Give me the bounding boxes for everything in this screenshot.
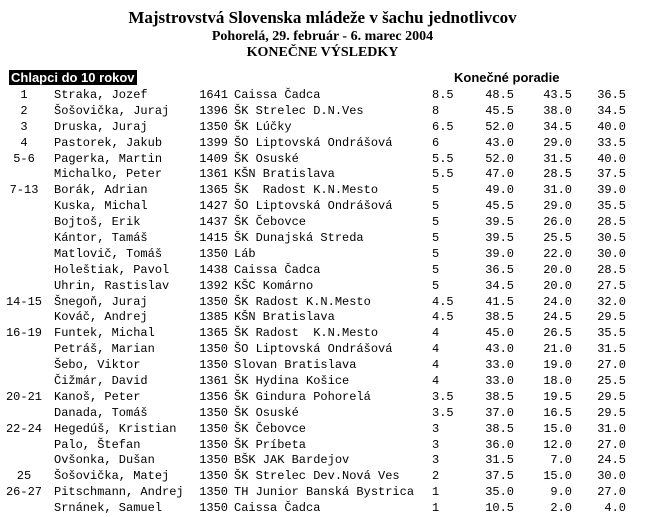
table-row [0,453,645,469]
club-name: ŠK Gindura Pohorelá [234,389,371,404]
tiebreak-1-cell: 39.5 [485,215,514,230]
player-name: Danada, Tomáš [54,405,148,420]
points-cell: 3 [432,453,440,468]
player-name: Kanoš, Peter [54,389,141,404]
table-row [0,358,645,374]
tiebreak-3-cell: 24.5 [597,453,626,468]
player-name: Bojtoš, Erik [54,215,141,230]
table-row [0,390,645,406]
club-name: ŠK Strelec Dev.Nová Ves [234,469,400,484]
player-name: Pastorek, Jakub [54,135,163,150]
table-row [0,501,645,517]
tiebreak-2-cell: 29.0 [543,199,572,214]
club-name: ŠK Radost K.N.Mesto [234,183,379,198]
points-cell: 4 [432,342,440,357]
table-row [0,136,645,152]
table-row [0,231,645,247]
tiebreak-1-cell: 35.0 [485,485,514,500]
rating-cell: 1350 [199,405,228,420]
results-heading: KONEČNE VÝSLEDKY [246,45,399,60]
tiebreak-3-cell: 37.5 [597,167,626,182]
tiebreak-1-cell: 38.5 [485,310,514,325]
points-cell: 5.5 [432,167,454,182]
tiebreak-3-cell: 31.5 [597,342,626,357]
club-name: ŠO Liptovská Ondrášová [234,135,393,150]
tiebreak-3-cell: 39.0 [597,183,626,198]
tiebreak-3-cell: 4.0 [604,501,626,516]
tiebreak-1-cell: 52.0 [485,151,514,166]
points-cell: 2 [432,469,440,484]
club-name: Caissa Čadca [234,262,321,277]
tiebreak-2-cell: 15.0 [543,469,572,484]
tiebreak-3-cell: 33.5 [597,135,626,150]
tiebreak-2-cell: 34.5 [543,119,572,134]
points-cell: 5 [432,199,440,214]
points-cell: 5 [432,183,440,198]
rating-cell: 1361 [199,167,228,182]
player-name: Šošovička, Matej [54,469,170,484]
table-row [0,342,645,358]
player-name: Funtek, Michal [54,326,155,341]
tiebreak-1-cell: 47.0 [485,167,514,182]
club-name: Caissa Čadca [234,88,321,102]
club-name: ŠK Radost K.N.Mesto [234,294,371,309]
rating-cell: 1350 [199,501,228,516]
points-cell: 4 [432,358,440,373]
tiebreak-2-cell: 12.0 [543,437,572,452]
player-name: Kántor, Tamáš [54,231,148,246]
rank-cell: 22-24 [5,421,42,436]
table-row [0,215,645,231]
tiebreak-2-cell: 20.0 [543,278,572,293]
points-cell: 5.5 [432,151,454,166]
rating-cell: 1350 [199,119,228,134]
rank-cell: 26-27 [5,485,42,500]
player-name: Kováč, Andrej [54,310,148,325]
table-row [0,469,645,485]
tiebreak-3-cell: 30.0 [597,246,626,261]
rank-cell: 20-21 [5,389,42,404]
tiebreak-1-cell: 38.5 [485,389,514,404]
rating-cell: 1350 [199,453,228,468]
rank-cell: 5-6 [13,151,35,166]
points-cell: 5 [432,262,440,277]
rating-cell: 1365 [199,326,228,341]
tiebreak-2-cell: 24.0 [543,294,572,309]
tiebreak-1-cell: 45.5 [485,199,514,214]
tiebreak-3-cell: 30.0 [597,469,626,484]
club-name: ŠK Čebovce [234,215,307,230]
club-name: ŠK Čebovce [234,421,307,436]
tiebreak-3-cell: 27.0 [597,358,626,373]
player-name: Ovšonka, Dušan [54,453,155,468]
standings-label: Konečné poradie [454,70,560,85]
points-cell: 3.5 [432,405,454,420]
tiebreak-1-cell: 33.0 [485,358,514,373]
points-cell: 4 [432,326,440,341]
tiebreak-3-cell: 30.5 [597,231,626,246]
club-name: Láb [234,246,256,261]
points-cell: 8.5 [432,88,454,102]
club-name: ŠK Osuské [234,151,299,166]
tiebreak-3-cell: 25.5 [597,374,626,389]
rating-cell: 1399 [199,135,228,150]
club-name: ŠK Lúčky [234,119,292,134]
table-row [0,326,645,342]
club-name: KŠN Bratislava [234,310,335,325]
club-name: Slovan Bratislava [234,358,357,373]
club-name: BŠK JAK Bardejov [234,453,350,468]
points-cell: 6.5 [432,119,454,134]
table-row [0,485,645,501]
club-name: ŠK Príbeta [234,437,307,452]
rank-cell: 4 [20,135,28,150]
page-title: Majstrovstvá Slovenska mládeže v šachu jednotlivcov [128,8,517,27]
points-cell: 6 [432,135,440,150]
tiebreak-3-cell: 35.5 [597,199,626,214]
table-row [0,295,645,311]
tiebreak-3-cell: 28.5 [597,215,626,230]
club-name: ŠK Hydina Košice [234,374,350,389]
tiebreak-2-cell: 22.0 [543,246,572,261]
tiebreak-2-cell: 7.0 [550,453,572,468]
player-name: Borák, Adrian [54,183,148,198]
tiebreak-3-cell: 29.5 [597,389,626,404]
points-cell: 1 [432,485,440,500]
points-cell: 3.5 [432,389,454,404]
rank-cell: 3 [20,119,28,134]
points-cell: 5 [432,246,440,261]
club-name: TH Junior Banská Bystrica [234,485,415,500]
rating-cell: 1437 [199,215,228,230]
tiebreak-2-cell: 31.5 [543,151,572,166]
player-name: Druska, Juraj [54,119,148,134]
tiebreak-3-cell: 29.5 [597,310,626,325]
rank-cell: 7-13 [9,183,39,198]
rating-cell: 1641 [199,88,228,102]
rating-cell: 1396 [199,103,228,118]
points-cell: 3 [432,437,440,452]
tiebreak-2-cell: 9.0 [550,485,572,500]
tiebreak-2-cell: 20.0 [543,262,572,277]
tiebreak-2-cell: 21.0 [543,342,572,357]
tiebreak-3-cell: 27.0 [597,437,626,452]
player-name: Šebo, Viktor [54,358,141,373]
tiebreak-1-cell: 10.5 [485,501,514,516]
rating-cell: 1350 [199,294,228,309]
tiebreak-3-cell: 35.5 [597,326,626,341]
club-name: ŠO Liptovská Ondrášová [234,199,393,214]
player-name: Hegedúš, Kristian [54,421,177,436]
points-cell: 4.5 [432,310,454,325]
tiebreak-1-cell: 36.0 [485,437,514,452]
tiebreak-1-cell: 39.0 [485,246,514,261]
tiebreak-1-cell: 43.0 [485,135,514,150]
player-name: Šošovička, Juraj [54,103,170,118]
tiebreak-2-cell: 43.5 [543,88,572,102]
tiebreak-2-cell: 19.0 [543,358,572,373]
player-name: Uhrin, Rastislav [54,278,170,293]
table-row [0,152,645,168]
player-name: Petráš, Marian [54,342,155,357]
table-row [0,279,645,295]
points-cell: 8 [432,103,440,118]
tiebreak-1-cell: 45.5 [485,103,514,118]
player-name: Pitschmann, Andrej [54,485,184,500]
tiebreak-1-cell: 39.5 [485,231,514,246]
tiebreak-3-cell: 40.0 [597,151,626,166]
rating-cell: 1409 [199,151,228,166]
player-name: Šnegoň, Juraj [54,294,148,309]
section-label: Chlapci do 10 rokov [11,70,135,85]
points-cell: 3 [432,421,440,436]
rating-cell: 1438 [199,262,228,277]
results-table [0,88,645,517]
tiebreak-2-cell: 18.0 [543,374,572,389]
player-name: Čižmár, David [54,374,148,389]
tiebreak-3-cell: 27.0 [597,485,626,500]
points-cell: 1 [432,501,440,516]
tiebreak-2-cell: 2.0 [550,501,572,516]
points-cell: 5 [432,278,440,293]
table-row [0,247,645,263]
rating-cell: 1415 [199,231,228,246]
table-row [0,406,645,422]
tiebreak-2-cell: 24.5 [543,310,572,325]
rating-cell: 1427 [199,199,228,214]
table-row [0,88,645,104]
tiebreak-2-cell: 25.5 [543,231,572,246]
tiebreak-1-cell: 31.5 [485,453,514,468]
club-name: ŠK Radost K.N.Mesto [234,326,379,341]
rank-cell: 14-15 [5,294,42,309]
table-row [0,104,645,120]
table-row [0,310,645,326]
table-row [0,374,645,390]
table-row [0,422,645,438]
table-row [0,199,645,215]
tiebreak-3-cell: 32.0 [597,294,626,309]
tiebreak-1-cell: 37.5 [485,469,514,484]
club-name: ŠO Liptovská Ondrášová [234,342,393,357]
player-name: Holeštiak, Pavol [54,262,170,277]
table-row [0,120,645,136]
rank-cell: 16-19 [5,326,42,341]
club-name: KŠC Komárno [234,278,314,293]
club-name: ŠK Strelec D.N.Ves [234,103,364,118]
club-name: KŠN Bratislava [234,167,335,182]
rating-cell: 1385 [199,310,228,325]
player-name: Straka, Jozef [54,88,148,102]
tiebreak-3-cell: 34.5 [597,103,626,118]
player-name: Palo, Štefan [54,437,141,452]
tiebreak-1-cell: 48.5 [485,88,514,102]
club-name: ŠK Osuské [234,405,299,420]
rank-cell: 25 [16,469,32,484]
rating-cell: 1350 [199,342,228,357]
tiebreak-1-cell: 34.5 [485,278,514,293]
rating-cell: 1392 [199,278,228,293]
tiebreak-3-cell: 36.5 [597,88,626,102]
rating-cell: 1350 [199,485,228,500]
rating-cell: 1361 [199,374,228,389]
player-name: Kuska, Michal [54,199,148,214]
tiebreak-2-cell: 26.5 [543,326,572,341]
rating-cell: 1350 [199,437,228,452]
tiebreak-1-cell: 49.0 [485,183,514,198]
tiebreak-2-cell: 38.0 [543,103,572,118]
tiebreak-1-cell: 38.5 [485,421,514,436]
player-name: Michalko, Peter [54,167,163,182]
tiebreak-2-cell: 26.0 [543,215,572,230]
rank-cell: 2 [20,103,28,118]
tiebreak-1-cell: 52.0 [485,119,514,134]
table-row [0,263,645,279]
rating-cell: 1350 [199,469,228,484]
table-row [0,183,645,199]
rating-cell: 1350 [199,421,228,436]
table-row [0,438,645,454]
points-cell: 5 [432,215,440,230]
tiebreak-2-cell: 15.0 [543,421,572,436]
rating-cell: 1350 [199,246,228,261]
tiebreak-2-cell: 19.5 [543,389,572,404]
tiebreak-3-cell: 27.5 [597,278,626,293]
tiebreak-1-cell: 41.5 [485,294,514,309]
rank-cell: 1 [20,88,28,102]
points-cell: 4.5 [432,294,454,309]
player-name: Matlovič, Tomáš [54,246,163,261]
tiebreak-2-cell: 29.0 [543,135,572,150]
rating-cell: 1356 [199,389,228,404]
tiebreak-2-cell: 28.5 [543,167,572,182]
event-subtitle: Pohorelá, 29. február - 6. marec 2004 [211,29,434,44]
tiebreak-1-cell: 37.0 [485,405,514,420]
points-cell: 4 [432,374,440,389]
points-cell: 5 [432,231,440,246]
club-name: ŠK Dunajská Streda [234,231,364,246]
tiebreak-2-cell: 31.0 [543,183,572,198]
tiebreak-3-cell: 28.5 [597,262,626,277]
player-name: Pagerka, Martin [54,151,163,166]
club-name: Caissa Čadca [234,501,321,516]
tiebreak-1-cell: 45.0 [485,326,514,341]
tiebreak-1-cell: 36.5 [485,262,514,277]
rating-cell: 1365 [199,183,228,198]
tiebreak-1-cell: 33.0 [485,374,514,389]
player-name: Srnánek, Samuel [54,501,163,516]
tiebreak-3-cell: 29.5 [597,405,626,420]
tiebreak-2-cell: 16.5 [543,405,572,420]
tiebreak-1-cell: 43.0 [485,342,514,357]
tiebreak-3-cell: 40.0 [597,119,626,134]
table-row [0,167,645,183]
tiebreak-3-cell: 31.0 [597,421,626,436]
rating-cell: 1350 [199,358,228,373]
